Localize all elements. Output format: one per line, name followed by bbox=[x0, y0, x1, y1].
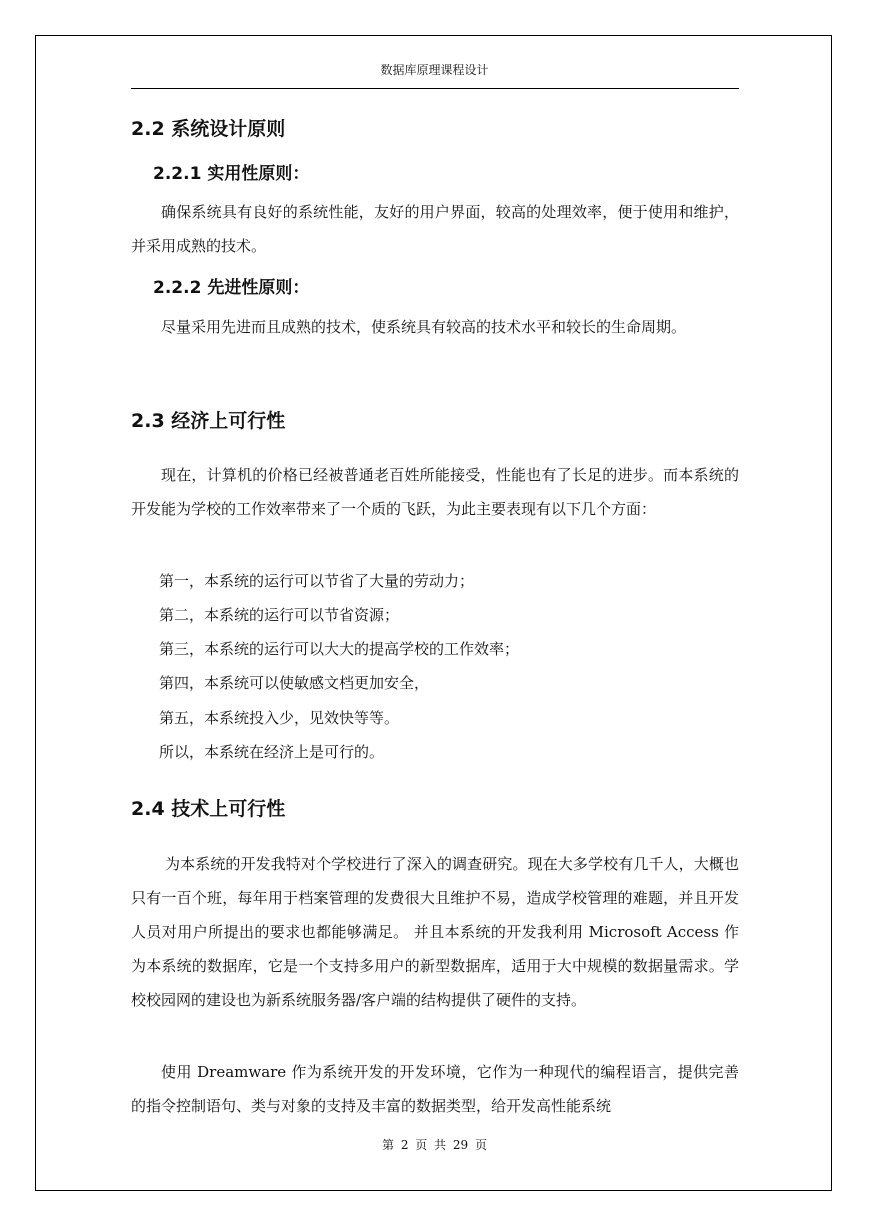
running-header: 数据库原理课程设计 bbox=[380, 63, 489, 77]
paragraph-economic-intro: 现在，计算机的价格已经被普通老百姓所能接受，性能也有了长足的进步。而本系统的开发能为学校的工作效率带来了一个质的飞跃，为此主要表现有以下几个方面： bbox=[131, 466, 739, 518]
paragraph-advancement: 尽量采用先进而且成熟的技术，使系统具有较高的技术水平和较长的生命周期。 bbox=[161, 318, 687, 336]
economic-point-1: 第一，本系统的运行可以节省了大量的劳动力； bbox=[159, 572, 475, 590]
heading-2-2: 2.2 系统设计原则 bbox=[131, 118, 286, 140]
header-rule bbox=[131, 88, 739, 89]
heading-2-2-1: 2.2.1 实用性原则： bbox=[153, 164, 310, 184]
economic-point-3: 第三，本系统的运行可以大大的提高学校的工作效率； bbox=[159, 640, 520, 658]
economic-point-5: 第五，本系统投入少，见效快等等。 bbox=[159, 709, 400, 727]
economic-point-4: 第四，本系统可以使敏感文档更加安全， bbox=[159, 674, 430, 692]
page-number: 第 2 页 共 29 页 bbox=[382, 1138, 487, 1152]
heading-2-3: 2.3 经济上可行性 bbox=[131, 410, 286, 432]
paragraph-technical-2: 使用 Dreamware 作为系统开发的开发环境，它作为一种现代的编程语言，提供完善的指令控制语句、类与对象的支持及丰富的数据类型，给开发高性能系统 bbox=[131, 1063, 739, 1115]
heading-2-4: 2.4 技术上可行性 bbox=[131, 798, 286, 820]
paragraph-technical-1: 为本系统的开发我特对个学校进行了深入的调查研究。现在大多学校有几千人，大概也只有一百个班，每年用于档案管理的发费很大且维护不易，造成学校管理的难题，并且开发人员对用户所提出的要求也都能够满足。 并且本系统的开发我利用 Microsoft Access 作为本系统的数据库，它是一个支持多用户的新型数据库，适用于大中规模的数据量需求。学校校园网的建设也为新系统服务器/客户端的结构提供了硬件的支持。 bbox=[131, 855, 739, 1009]
paragraph-practicality: 确保系统具有良好的系统性能，友好的用户界面，较高的处理效率，便于使用和维护，并采用成熟的技术。 bbox=[131, 203, 739, 255]
economic-conclusion: 所以，本系统在经济上是可行的。 bbox=[159, 743, 385, 761]
heading-2-2-2: 2.2.2 先进性原则： bbox=[153, 278, 310, 298]
economic-point-2: 第二，本系统的运行可以节省资源； bbox=[159, 606, 400, 624]
